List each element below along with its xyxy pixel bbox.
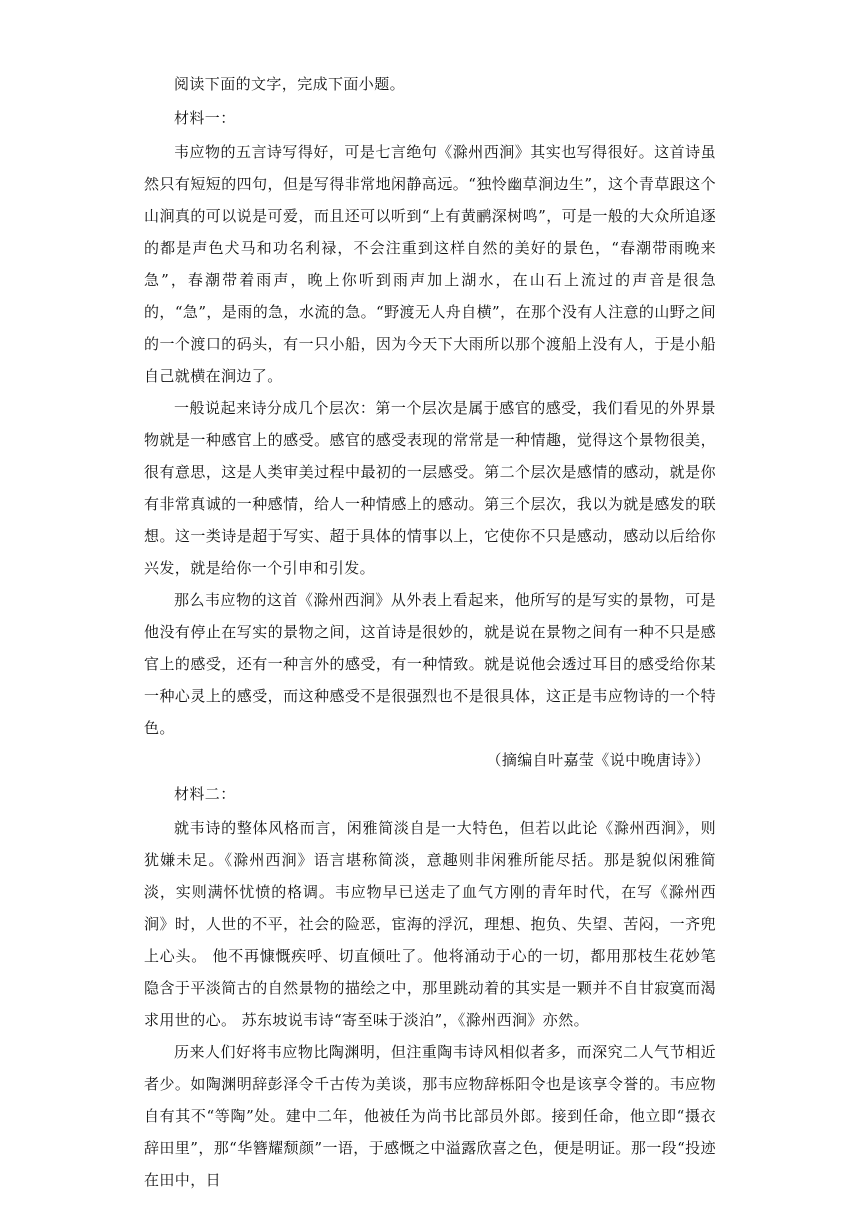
intro-instruction: 阅读下面的文字，完成下面小题。: [174, 75, 406, 93]
material-2-label: 材料二：: [174, 785, 236, 803]
material-1-paragraph: 那么韦应物的这首《滁州西涧》从外表上看起来，他所写的是写实的景物，可是他没有停止在写实的景物之间，这首诗是很妙的，就是说在景物之间有一种不只是感官上的感受，还有一种言外的感受，有一种情致。就是说他会透过耳目的感受给你某一种心灵上的感受，而这种感受不是很强烈也不是很具体，这正是韦应物诗的一个特色。: [144, 591, 716, 737]
material-2-paragraph: 就韦诗的整体风格而言，闲雅简淡自是一大特色，但若以此论《滁州西涧》，则犹嫌未足。《滁州西涧》语言堪称简淡，意趣则非闲雅所能尽括。那是貌似闲雅简淡，实则满怀忧愤的格调。韦应物早已送走了血气方刚的青年时代，在写《滁州西涧》时，人世的不平，社会的险恶，宦海的浮沉，理想、抱负、失望、苦闷，一齐兜上心头。 他不再慷慨疾呼、切直倾吐了。他将涌动于心的一切，都用那枝生花妙笔隐含于平淡简古的自然景物的描绘之中，那里跳动着的其实是一颗并不自甘寂寞而渴求用世的心。 苏东坡说韦诗“寄至味于淡泊”，《滁州西涧》亦然。: [144, 819, 716, 1029]
material-1-paragraph: 一般说起来诗分成几个层次：第一个层次是属于感官的感受，我们看见的外界景物就是一种感官上的感受。感官的感受表现的常常是一种情趣，觉得这个景物很美，很有意思，这是人类审美过程中最初的一层感受。第二个层次是感情的感动，就是你有非常真诚的一种感情，给人一种情感上的感动。第三个层次，我以为就是感发的联想。这一类诗是超于写实、超于具体的情事以上，它使你不只是感动，感动以后给你兴发，就是给你一个引申和引发。: [144, 399, 716, 577]
material-2-paragraph: 历来人们好将韦应物比陶渊明，但注重陶韦诗风相似者多，而深究二人气节相近者少。如陶渊明辞彭泽令千古传为美谈，那韦应物辞栎阳令也是该享令誉的。韦应物自有其不“等陶”处。建中二年，他被任为尚书比部员外郎。接到任命，他立即“摄衣辞田里”，那“华簪耀颓颜”一语，于感慨之中溢露欣喜之色，便是明证。那一段“投迹在田中，日: [144, 1043, 716, 1189]
document-page: [144, 66, 716, 1196]
material-1-paragraph: 韦应物的五言诗写得好，可是七言绝句《滁州西涧》其实也写得很好。这首诗虽然只有短短的四句，但是写得非常地闲静高远。“独怜幽草涧边生”，这个青草跟这个山涧真的可以说是可爱，而且还可以听到“上有黄鹂深树鸣”，可是一般的大众所追逐的都是声色犬马和功名利禄，不会注重到这样自然的美好的景色，“春潮带雨晚来急”，春潮带着雨声，晚上你听到雨声加上湖水，在山石上流过的声音是很急的，“急”，是雨的急，水流的急。“野渡无人舟自横”，在那个没有人注意的山野之间的一个渡口的码头，有一只小船，因为今天下大雨所以那个渡船上没有人，于是小船自己就横在涧边了。: [144, 143, 716, 385]
material-1-source: （摘编自叶嘉莹《说中晚唐诗》）: [486, 751, 710, 769]
material-1-label: 材料一：: [174, 109, 236, 127]
